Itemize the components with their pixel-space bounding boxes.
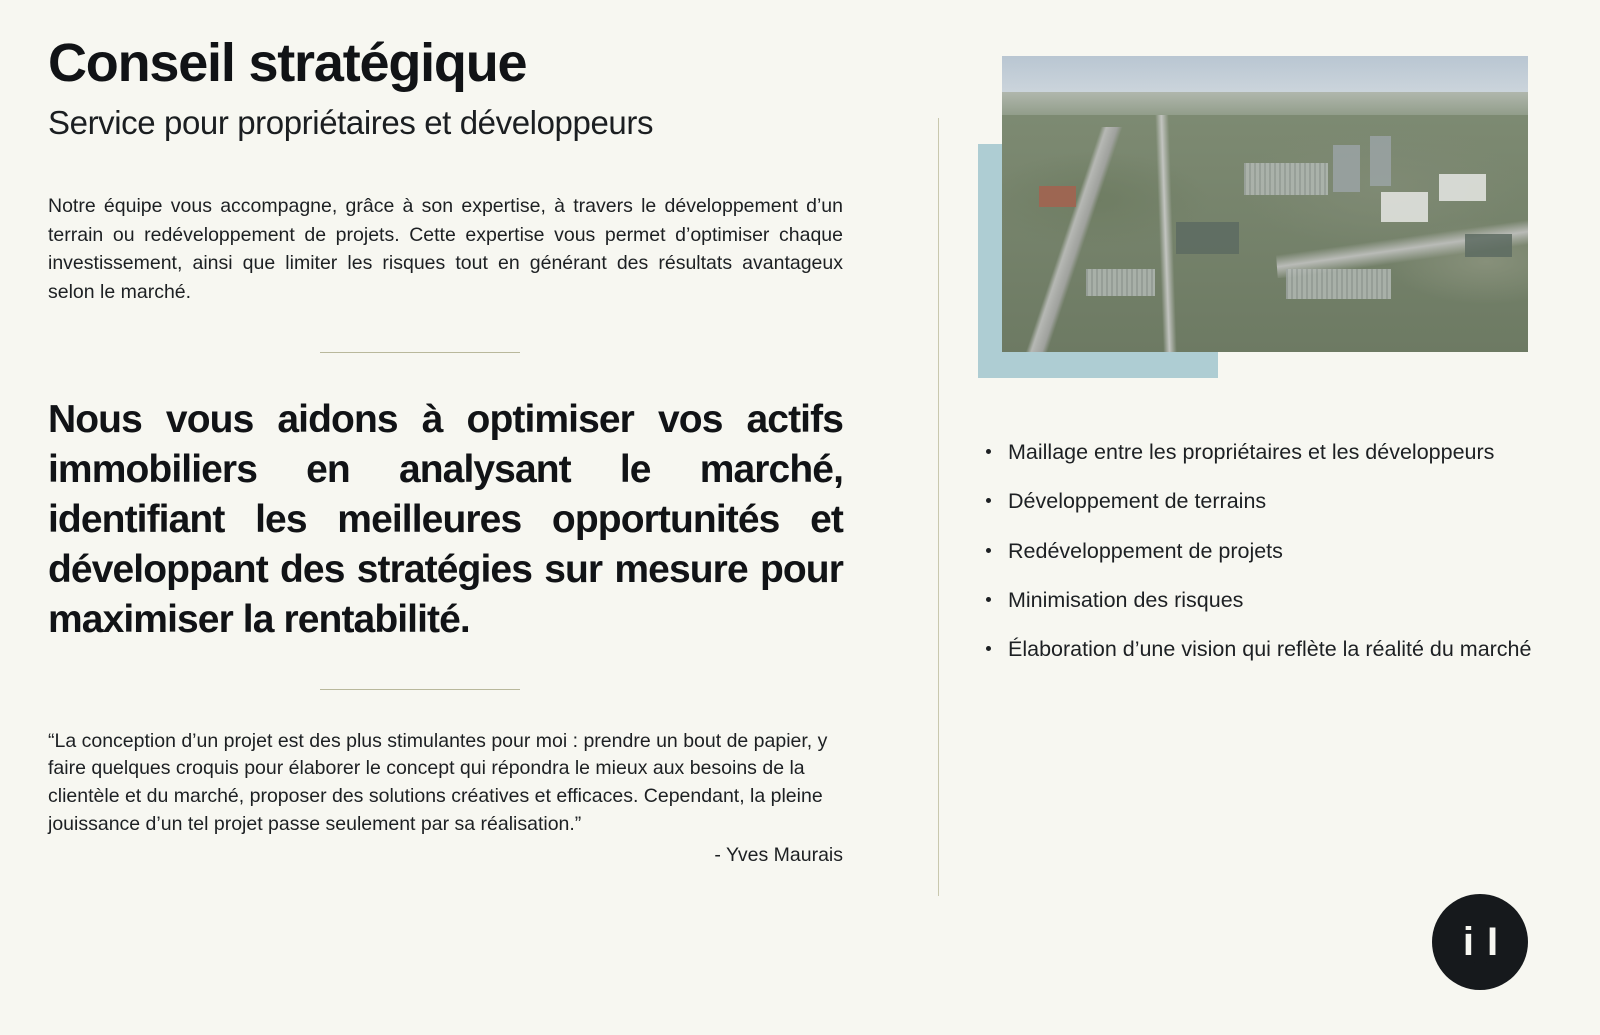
- bullet-icon: [986, 646, 991, 651]
- list-item: [978, 535, 1538, 568]
- photo-parking-lot: [1086, 269, 1154, 296]
- logo-mark: [1463, 920, 1497, 965]
- photo-building: [1381, 192, 1428, 222]
- quote-attribution: - Yves Maurais: [714, 844, 843, 867]
- photo-parking-lot: [1286, 269, 1391, 299]
- logo-bar-icon: [1474, 926, 1487, 963]
- bullet-icon: [986, 597, 991, 602]
- photo-building: [1465, 234, 1512, 258]
- feature-list: [978, 436, 1538, 667]
- logo-letter-right: I: [1487, 919, 1498, 964]
- right-column: [978, 56, 1538, 683]
- logo-letter-left: i: [1462, 919, 1473, 964]
- intro-paragraph: Notre équipe vous accompagne, grâce à son expertise, à travers le développement d’un terrain ou redéveloppement de projets. Cette expertise vous permet d’optimiser chaque investissement, ainsi que limiter les risques tout en générant des résultats avantageux selon le marché.: [48, 195, 843, 303]
- bullet-icon: [986, 498, 991, 503]
- photo-building: [1370, 136, 1391, 186]
- bullet-icon: [986, 449, 991, 454]
- list-item-label: Redéveloppement de projets: [1008, 538, 1283, 563]
- bullet-icon: [986, 548, 991, 553]
- photo-building: [1039, 186, 1076, 207]
- photo-horizon: [1002, 92, 1528, 119]
- photo-building: [1176, 222, 1239, 255]
- photo-block: [978, 56, 1528, 378]
- divider-rule-top: [320, 352, 520, 353]
- photo-building: [1439, 174, 1486, 201]
- list-item-label: Minimisation des risques: [1008, 587, 1244, 612]
- photo-parking-lot: [1244, 163, 1328, 196]
- divider-rule-bottom: [320, 689, 520, 690]
- page-subtitle: Service pour propriétaires et développeurs: [48, 104, 654, 142]
- list-item: [978, 584, 1538, 617]
- left-column: [48, 34, 848, 867]
- aerial-photo: [1002, 56, 1528, 352]
- list-item: [978, 633, 1538, 666]
- photo-sky: [1002, 56, 1528, 94]
- list-item: [978, 436, 1538, 469]
- statement-paragraph: Nous vous aidons à optimiser vos actifs immobiliers en analysant le marché, identifiant les meilleures opportunités et développant des stratégies sur mesure pour maximiser la rentabilité.: [48, 398, 843, 641]
- vertical-divider: [938, 118, 939, 896]
- quote-text: “La conception d’un projet est des plus stimulantes pour moi : prendre un bout de papier, y faire quelques croquis pour élaborer le concept qui répondra le mieux aux besoins de la clientèle et du marché, proposer des solutions créatives et efficaces. Cependant, la pleine jouissance d’un tel projet passe seulement par sa réalisation.”: [48, 729, 828, 835]
- list-item-label: Maillage entre les propriétaires et les développeurs: [1008, 440, 1495, 464]
- photo-building: [1333, 145, 1359, 192]
- list-item-label: Élaboration d’une vision qui reflète la réalité du marché: [1008, 637, 1532, 662]
- list-item-label: Développement de terrains: [1008, 489, 1267, 514]
- page-title: Conseil stratégique: [48, 33, 527, 93]
- list-item: [978, 485, 1538, 518]
- company-logo: [1432, 894, 1528, 990]
